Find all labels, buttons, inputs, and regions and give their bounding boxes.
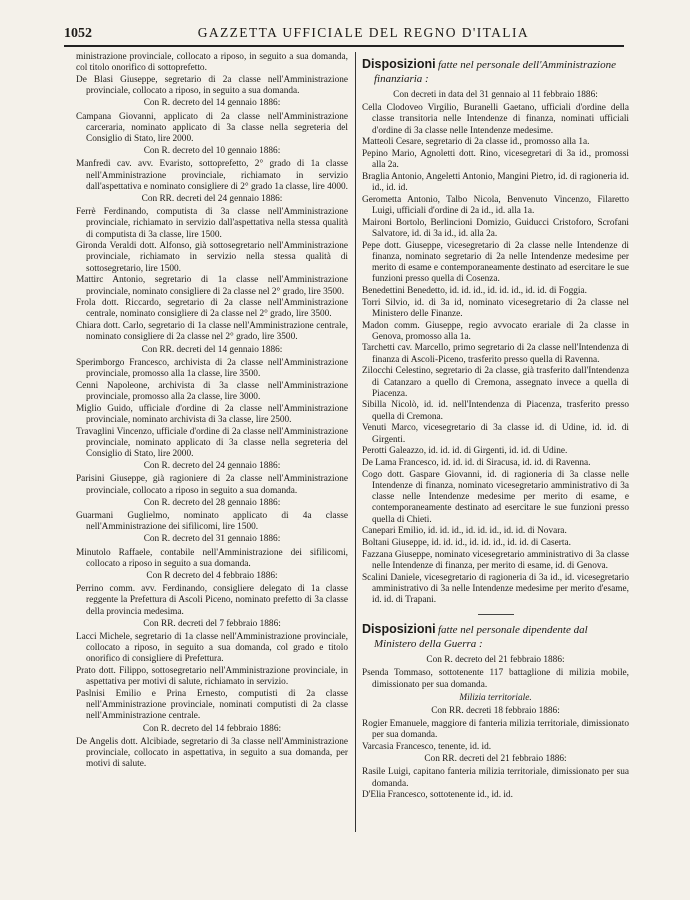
decree-line: Con R. decreto del 21 febbraio 1886: <box>426 655 565 666</box>
section-heading <box>362 58 629 86</box>
section-heading-text: fatte nel personale dell'Amministrazione finanziaria : <box>374 59 616 85</box>
gazette-title: GAZZETTA UFFICIALE DEL REGNO D'ITALIA <box>197 25 529 40</box>
column-divider <box>355 52 356 832</box>
personnel-entry: Cogo dott. Gaspare Giovanni, id. di ragioneria di 3a classe nelle Intendenze di finanza, nominato vicesegretario amministrativo di 3a classe nelle Intendenze medesime per merito di esame, e contemporaneamente destinato ad esercitare le sue funzioni presso quella di Chieti. <box>362 469 629 525</box>
personnel-entry: Benedettini Benedetto, id. id. id., id. id. id., id. id. di Foggia. <box>362 285 587 296</box>
decree-line: Con RR. decreti del 21 febbraio 1886: <box>424 754 567 765</box>
personnel-entry: Scalini Daniele, vicesegretario di ragioneria di 3a id., id. vicesegretario amministrativo di 3a nelle Intendenze medesime per merito d'esame, id. id. di Trapani. <box>362 572 629 605</box>
personnel-entry: Psenda Tommaso, sottotenente 117 battaglione di milizia mobile, dimissionato per sua domanda. <box>362 668 629 690</box>
personnel-entry: Canepari Emilio, id. id. id., id. id. id., id. id. di Novara. <box>362 526 567 537</box>
decree-line: Con RR. decreti 18 febbraio 1886: <box>431 705 560 716</box>
personnel-entry: Perotti Galeazzo, id. id. id. di Girgenti, id. id. di Udine. <box>362 446 568 457</box>
personnel-entry: Mattirc Antonio, segretario di 1a classe nell'Amministrazione provinciale, nominato consigliere di 2a classe nel 2° grado, lire 3500. <box>76 275 348 297</box>
personnel-entry: Rogier Emanuele, maggiore di fanteria milizia territoriale, dimissionato per sua domanda. <box>362 719 629 741</box>
decree-line: Con R. decreto del 31 gennaio 1886: <box>143 534 281 545</box>
personnel-entry: De Lama Francesco, id. id. id. di Siracusa, id. id. di Ravenna. <box>362 458 591 468</box>
personnel-entry: Matteoli Cesare, segretario di 2a classe id., promosso alla 1a. <box>362 137 590 148</box>
personnel-entry: Torri Silvio, id. di 3a id, nominato vicesegretario di 2a classe nel Ministero delle Finanze. <box>362 297 629 319</box>
personnel-entry: Frola dott. Riccardo, segretario di 2a classe nell'Amministrazione centrale, nominato consigliere di 2a classe nel 2° grado, lire 3500. <box>76 298 348 320</box>
personnel-entry: Pepino Mario, Agnoletti dott. Rino, vicesegretari di 3a id., promossi alla 2a. <box>362 149 629 171</box>
personnel-entry: Prato dott. Filippo, sottosegretario nell'Amministrazione provinciale, in aspettativa per motivi di salute, richiamato in servizio. <box>76 666 348 688</box>
right-column <box>362 52 629 892</box>
personnel-entry: Gerometta Antonio, Talbo Nicola, Benvenuto Vincenzo, Filaretto Luigi, ufficiali d'ordine di 2a id., id. alla 1a. <box>362 194 629 217</box>
personnel-entry: Paslnisi Emilio e Prina Ernesto, computisti di 2a classe nell'Amministrazione provinciale, nominati computisti di 2a classe nell'Amministrazione centrale. <box>76 688 348 722</box>
personnel-entry: Travaglini Vincenzo, ufficiale d'ordine di 2a classe nell'Amministrazione provinciale, nominato applicato di 3a classe nella segreteria del Consiglio di Stato, lire 2000. <box>76 426 348 459</box>
decree-line: Con R. decreto del 14 febbraio 1886: <box>142 723 282 734</box>
personnel-entry: De Angelis dott. Alcibiade, segretario di 3a classe nell'Amministrazione provinciale, collocato in aspettativa, in seguito a sua domanda, per motivi di salute. <box>76 736 348 770</box>
decree-line: Con R. decreto del 24 gennaio 1886: <box>143 461 281 472</box>
personnel-entry: Boltani Giuseppe, id. id. id., id. id. id., id. id. di Caserta. <box>362 537 571 548</box>
personnel-entry: Rasile Luigi, capitano fanteria milizia territoriale, dimissionato per sua domanda. <box>362 767 629 789</box>
personnel-entry: Venuti Marco, vicesegretario di 3a classe id. di Udine, id. id. di Girgenti. <box>362 423 629 445</box>
section-heading-text: fatte nel personale dipendente dal Ministero della Guerra : <box>374 624 588 650</box>
subsection-heading: Milizia territoriale. <box>459 692 532 703</box>
personnel-entry: Chiara dott. Carlo, segretario di 1a classe nell'Amministrazione centrale, nominato consigliere di 2a classe nel 2° grado, lire 3500. <box>76 321 348 343</box>
personnel-entry: Cenni Napoleone, archivista di 3a classe nell'Amministrazione provinciale, promosso alla 2a classe, lire 3000. <box>76 380 348 402</box>
decree-line: Con R. decreto del 28 gennaio 1886: <box>143 497 281 508</box>
personnel-entry: De Blasi Giuseppe, segretario di 2a classe nell'Amministrazione provinciale, collocato a riposo, in seguito a sua domanda. <box>76 74 348 97</box>
personnel-entry: Cella Clodoveo Virgilio, Buranelli Gaetano, ufficiali d'ordine della classe transitoria nelle Intendenze di finanza, nominati ufficiali d'ordine di 3a classe nelle Intendenze medesime. <box>362 103 629 136</box>
personnel-entry: Perrino comm. avv. Ferdinando, consigliere delegato di 1a classe reggente la Prefettura di Ascoli Piceno, nominato prefetto di 3a classe della provincia medesima. <box>76 584 348 617</box>
personnel-entry: Sibilla Nicolò, id. id. nell'Intendenza di Piacenza, trasferito presso quella di Cremona. <box>362 400 629 422</box>
decree-line: Con RR. decreti del 24 gennaio 1886: <box>141 193 283 204</box>
decree-line: Con RR. decreti del 14 gennaio 1886: <box>141 344 283 355</box>
personnel-entry: Fazzana Giuseppe, nominato vicesegretario amministrativo di 3a classe nelle Intendenze di finanza, per merito di esame, id. di Genova. <box>362 549 629 571</box>
decree-line: Con R. decreto del 10 gennaio 1886: <box>143 146 281 157</box>
decree-line: Con R. decreto del 14 gennaio 1886: <box>143 98 281 109</box>
personnel-entry: Maironi Bortolo, Berlincioni Domizio, Guiducci Cristoforo, Scrofani Salvatore, id. di 3a id., id. alla 2a. <box>362 217 629 239</box>
section-separator <box>478 614 514 615</box>
personnel-entry: Ferrè Ferdinando, computista di 3a classe nell'Amministrazione provinciale, richiamato in servizio dall'aspettativa nella stessa qualità di computista di 3a classe, lire 1500. <box>76 207 348 240</box>
personnel-entry: Manfredi cav. avv. Evaristo, sottoprefetto, 2° grado di 1a classe nell'Amministrazione provinciale, richiamato in servizio dall'aspettativa e nominato consigliere di 2° grado 1a classe, lire 4000. <box>76 159 348 192</box>
personnel-entry: Braglia Antonio, Angeletti Antonio, Mangini Pietro, id. di ragioneria id. id., id. id. <box>362 171 629 194</box>
personnel-entry: Gironda Veraldi dott. Alfonso, già sottosegretario nell'Amministrazione provinciale, richiamato in servizio nella stessa qualità di sottosegretario, lire 1500. <box>76 241 348 274</box>
personnel-entry: Zilocchi Celestino, segretario di 2a classe, già trasferito dall'Intendenza di Catanzaro a quello di Cremona, assegnato invece a quella di Piacenza. <box>362 366 629 399</box>
page-header <box>64 25 624 45</box>
continued-text: ministrazione provinciale, collocato a riposo, in seguito a sua domanda, col titolo onorifico di sottoprefetto. <box>76 52 348 74</box>
header-rule <box>64 45 624 47</box>
personnel-entry: Miglio Guido, ufficiale d'ordine di 2a classe nell'Amministrazione provinciale, nominato archivista di 3a classe, lire 2500. <box>76 403 348 425</box>
personnel-entry: Pepe dott. Giuseppe, vicesegretario di 2a classe nelle Intendenze di finanza, nominato segretario di 2a nelle Intendenze medesime per merito di esame e contemporaneamente destinato ad esercitare le sue funzioni presso quella di Cosenza. <box>362 240 629 285</box>
personnel-entry: Guarmani Guglielmo, nominato applicato di 4a classe nell'Amministrazione dei sifilicomi, lire 1500. <box>76 510 348 533</box>
personnel-entry: D'Elia Francesco, sottotenente id., id. id. <box>362 790 513 801</box>
personnel-entry: Lacci Michele, segretario di 1a classe nell'Amministrazione provinciale, collocato a riposo, in seguito a sua domanda, col grado e titolo onorifico di consigliere di Prefettura. <box>76 631 348 665</box>
personnel-entry: Sperimborgo Francesco, archivista di 2a classe nell'Amministrazione provinciale, promosso alla 1a classe, lire 3500. <box>76 357 348 379</box>
decree-line: Con decreti in data del 31 gennaio al 11 febbraio 1886: <box>393 90 598 100</box>
personnel-entry: Minutolo Raffaele, contabile nell'Amministrazione dei sifilicomi, collocato a riposo in seguito a sua domanda. <box>76 547 348 569</box>
left-column <box>76 52 348 892</box>
personnel-entry: Tarchetti cav. Marcello, primo segretario di 2a classe nell'Intendenza di finanza di Ascoli-Piceno, trasferito presso quella di Ravenna. <box>362 343 629 365</box>
decree-line: Con R decreto del 4 febbraio 1886: <box>146 570 278 581</box>
personnel-entry: Madon comm. Giuseppe, regio avvocato erariale di 2a classe in Genova, promosso alla 1a. <box>362 320 629 342</box>
section-heading <box>362 623 629 651</box>
personnel-entry: Campana Giovanni, applicato di 2a classe nell'Amministrazione carceraria, nominato applicato di 3a classe nella segreteria del Consiglio di Stato, lire 2000. <box>76 111 348 144</box>
personnel-entry: Parisini Giuseppe, già ragioniere di 2a classe nell'Amministrazione provinciale, collocato a riposo in seguito a sua domanda. <box>76 474 348 496</box>
decree-line: Con RR. decreti del 7 febbraio 1886: <box>143 618 281 629</box>
section-heading-lead: Disposizioni <box>362 57 436 71</box>
section-heading-lead: Disposizioni <box>362 622 436 637</box>
personnel-entry: Varcasia Francesco, tenente, id. id. <box>362 742 492 753</box>
page-number: 1052 <box>64 26 92 41</box>
